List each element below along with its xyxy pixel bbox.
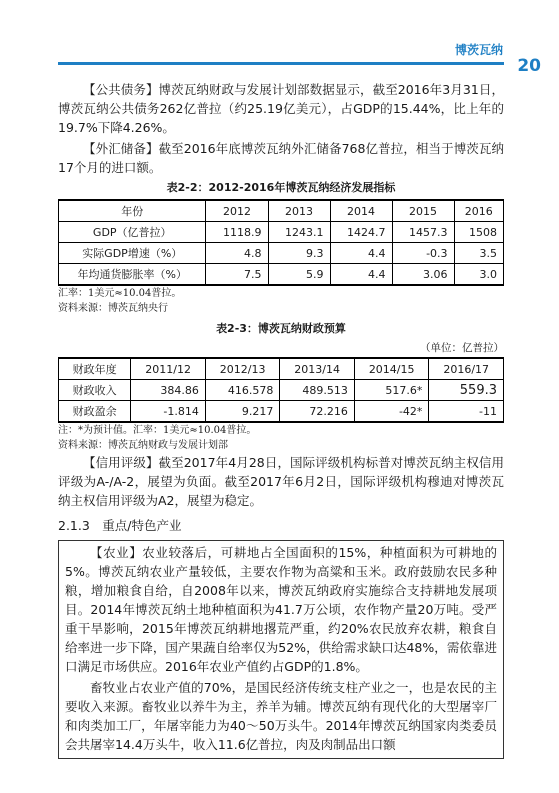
table-header-cell: 2012	[206, 200, 268, 222]
header-title: 博茨瓦纳	[454, 43, 503, 57]
paragraph-livestock: 畜牧业占农业产值的70%，是国民经济传统支柱产业之一，也是农民的主要收入来源。畜牧业以养牛为主，养羊为辅。博茨瓦纳有现代化的大型屠宰厂和肉类加工厂，年屠宰能力为40～50万头牛。2014年博茨瓦纳国家肉类委员会共屠宰14.4万头牛，收入11.6亿普拉，肉及肉制品出口额	[65, 680, 497, 752]
table-header-cell: 2012/13	[205, 358, 280, 380]
table-cell: -0.3	[392, 243, 454, 264]
page-number: 20	[517, 56, 541, 76]
header-rule	[58, 62, 504, 65]
table-cell: 1424.7	[330, 222, 392, 243]
table-cell: 3.06	[392, 264, 454, 286]
table2-note-source: 资料来源：博茨瓦纳财政与发展计划部	[58, 440, 228, 451]
table-cell: 年均通货膨胀率（%）	[59, 264, 206, 286]
table-header-cell: 2013/14	[280, 358, 355, 380]
table-cell: GDP（亿普拉）	[59, 222, 206, 243]
table-row	[59, 401, 504, 423]
section-heading: 2.1.3 重点/特色产业	[58, 518, 182, 533]
table-cell: 559.3	[429, 380, 504, 401]
table-cell: 9.217	[205, 401, 280, 423]
table-header-row	[59, 358, 504, 380]
table-cell: 9.3	[268, 243, 330, 264]
economic-indicators-table	[58, 199, 504, 286]
table-cell: 5.9	[268, 264, 330, 286]
table-cell: 416.578	[205, 380, 280, 401]
table-header-cell: 2014	[330, 200, 392, 222]
table-header-cell: 2016/17	[429, 358, 504, 380]
table1-title: 表2-2：2012-2016年博茨瓦纳经济发展指标	[166, 181, 396, 194]
table-header-cell: 2011/12	[131, 358, 206, 380]
table-cell: 1457.3	[392, 222, 454, 243]
table-cell: 1508	[454, 222, 503, 243]
table-cell: 517.6*	[354, 380, 429, 401]
table-header-cell: 财政年度	[59, 358, 131, 380]
table2-title: 表2-3：博茨瓦纳财政预算	[216, 322, 346, 335]
table-cell: -11	[429, 401, 504, 423]
table-header-cell: 2016	[454, 200, 503, 222]
table-row	[59, 264, 504, 286]
table-cell: 3.5	[454, 243, 503, 264]
table-header-cell: 2014/15	[354, 358, 429, 380]
paragraph-credit-rating: 【信用评级】截至2017年4月28日，国际评级机构标普对博茨瓦纳主权信用评级为A-/A-2，展望为负面。截至2017年6月2日，国际评级机构穆迪对博茨瓦纳主权信用评级为A2，展望为稳定。	[58, 455, 504, 508]
table-cell: 4.8	[206, 243, 268, 264]
table-cell: 4.4	[330, 243, 392, 264]
fiscal-budget-table	[58, 357, 504, 423]
table-cell: 实际GDP增速（%）	[59, 243, 206, 264]
paragraph-public-debt: 【公共债务】博茨瓦纳财政与发展计划部数据显示，截至2016年3月31日，博茨瓦纳公共债务262亿普拉（约25.19亿美元），占GDP的15.44%，比上年的19.7%下降4.26%。	[58, 82, 504, 135]
table1-note-exchange-rate: 汇率：1美元≈10.04普拉。	[58, 288, 182, 299]
table-cell: -42*	[354, 401, 429, 423]
table-row	[59, 380, 504, 401]
paragraph-agriculture: 【农业】农业较落后，可耕地占全国面积的15%，种植面积为可耕地的5%。博茨瓦纳农业产量较低，主要农作物为高粱和玉米。政府鼓励农民多种粮，增加粮食自给，自2008年以来，博茨瓦纳政府实施综合支持耕地发展项目。2014年博茨瓦纳土地种植面积为41.7万公顷，农作物产量20万吨。受严重干旱影响，2015年博茨瓦纳耕地撂荒严重，约20%农民放弃农耕，粮食自给率进一步下降，国产果蔬自给率仅为52%，供给需求缺口达48%，需依靠进口满足市场供应。2016年农业产值约占GDP的1.8%。	[65, 545, 497, 674]
table-cell: 4.4	[330, 264, 392, 286]
table-cell: 489.513	[280, 380, 355, 401]
table-cell: 财政盈余	[59, 401, 131, 423]
table-cell: 72.216	[280, 401, 355, 423]
table-cell: -1.814	[131, 401, 206, 423]
table2-note-estimate: 注：*为预计值。汇率：1美元≈10.04普拉。	[58, 425, 257, 436]
paragraph-fx-reserve: 【外汇储备】截至2016年底博茨瓦纳外汇储备768亿普拉，相当于博茨瓦纳17个月的进口额。	[58, 141, 504, 175]
table-cell: 财政收入	[59, 380, 131, 401]
table-header-cell: 2013	[268, 200, 330, 222]
table2-unit: （单位：亿普拉）	[420, 342, 504, 354]
table-cell: 1118.9	[206, 222, 268, 243]
agriculture-box	[58, 540, 504, 759]
table-header-row	[59, 200, 504, 222]
table-cell: 1243.1	[268, 222, 330, 243]
table-row	[59, 243, 504, 264]
table-cell: 7.5	[206, 264, 268, 286]
table-header-cell: 年份	[59, 200, 206, 222]
table-cell: 3.0	[454, 264, 503, 286]
table-header-cell: 2015	[392, 200, 454, 222]
table1-note-source: 资料来源：博茨瓦纳央行	[58, 303, 168, 314]
table-row	[59, 222, 504, 243]
table-cell: 384.86	[131, 380, 206, 401]
page-content	[58, 80, 504, 759]
